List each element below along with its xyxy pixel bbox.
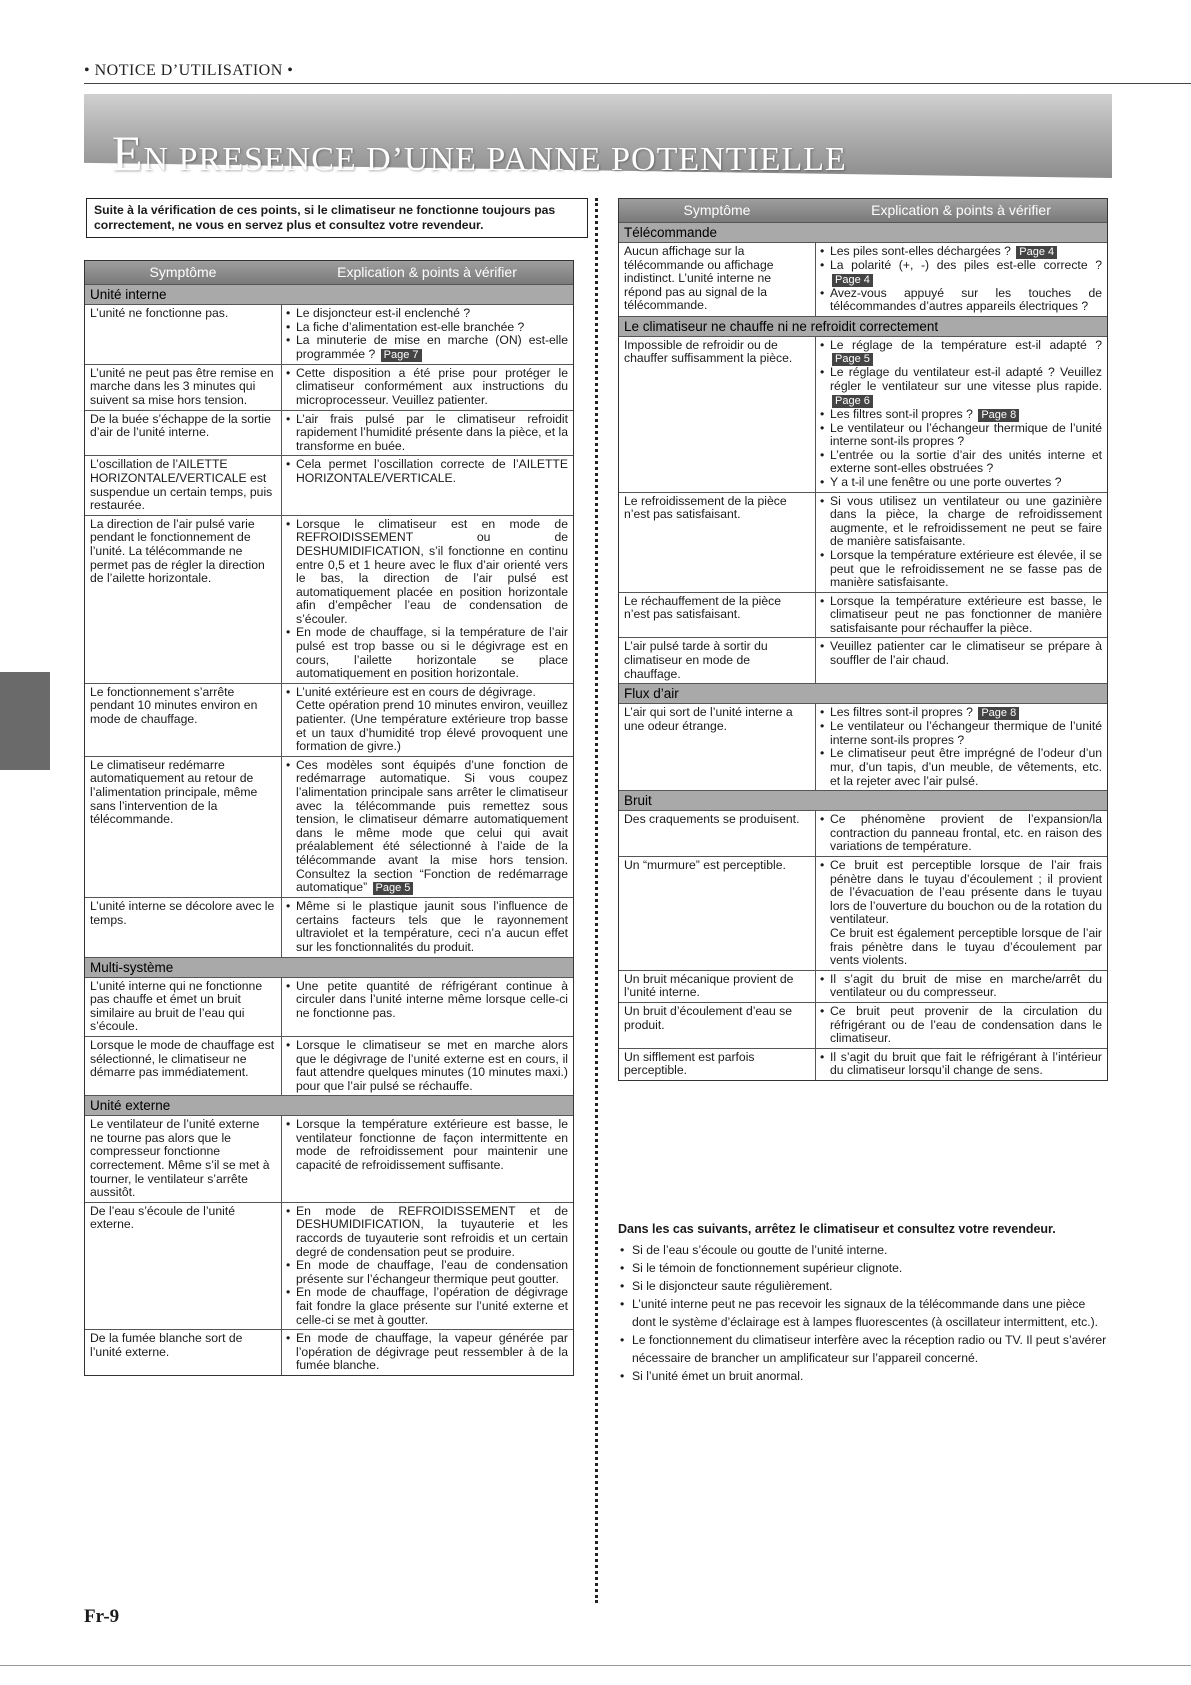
explanation-item (286, 626, 568, 680)
explanation-cell (282, 1116, 573, 1202)
explanation-item (286, 334, 568, 362)
table-row (85, 756, 573, 897)
explanation-cell (816, 638, 1107, 683)
explanation-item (286, 1259, 568, 1286)
explanation-item (286, 699, 568, 753)
explanation-text: Lorsque le climatiseur est en mode de REFROIDISSEMENT ou de DESHUMIDIFICATION, s’il fonctionne en continu entre 0,5 et 1 heure avec le flux d’air orienté vers le bas, la direction de l’air pulsé est automatiquement placée en position horizontale afin d’empêcher l’eau de condensation de s’écouler. (296, 516, 568, 626)
section-side-tab (0, 672, 50, 770)
explanation-item (286, 980, 568, 1021)
explanation-cell (282, 757, 573, 897)
explanation-cell (282, 1037, 573, 1095)
explanation-item (286, 1039, 568, 1093)
explanation-text: Le climatiseur peut être imprégné de l’odeur d’un mur, d’un tapis, d’un meuble, de vêtements, etc. et la rejeter avec l’air pulsé. (830, 746, 1102, 788)
warnings-title: Dans les cas suivants, arrêtez le climatiseur et consultez votre revendeur. (618, 1222, 1056, 1236)
table-row (85, 1202, 573, 1329)
table-row (85, 897, 573, 956)
right-table (618, 198, 1108, 1081)
explanation-item (820, 408, 1102, 422)
explanation-text: En mode de chauffage, si la température de l’air pulsé est trop basse ou si le dégivrage est en cours, l’ailette horizontale se place automatiquement en position horizontale. (296, 625, 568, 681)
table-row (85, 304, 573, 364)
explanation-list (820, 640, 1102, 667)
bottom-rule (0, 1665, 1191, 1666)
symptom-cell: Un bruit mécanique provient de l’unité interne. (619, 971, 816, 1002)
explanation-text: Les piles sont-elles déchargées ? (830, 244, 1011, 258)
table-row (619, 703, 1107, 790)
page-reference-badge: Page 5 (832, 353, 873, 366)
table-row (85, 410, 573, 456)
explanation-item (820, 245, 1102, 259)
explanation-item (820, 720, 1102, 747)
explanation-item (820, 747, 1102, 788)
explanation-list (286, 686, 568, 754)
symptom-cell: La direction de l’air pulsé varie pendant le fonctionnement de l’unité. La télécommande ne permet pas de régler la direction de l’ailette horizontale. (85, 516, 282, 683)
explanation-list (820, 706, 1102, 788)
column-header-symptom: Symptôme (683, 202, 751, 218)
explanation-list (286, 367, 568, 408)
column-header-explanation: Explication & points à vérifier (871, 202, 1051, 218)
explanation-list (286, 1039, 568, 1093)
table-row (85, 364, 573, 410)
explanation-cell (816, 593, 1107, 638)
symptom-cell: De l’eau s’écoule de l’unité externe. (85, 1203, 282, 1329)
symptom-cell: Lorsque le mode de chauffage est sélectionné, le climatiseur ne démarre pas immédiatement. (85, 1037, 282, 1095)
symptom-cell: De la fumée blanche sort de l’unité externe. (85, 1330, 282, 1375)
explanation-list (286, 1118, 568, 1172)
explanation-cell (816, 493, 1107, 592)
section-heading: Télécommande (619, 222, 1107, 242)
explanation-list (286, 458, 568, 485)
explanation-cell (282, 305, 573, 364)
explanation-cell (816, 971, 1107, 1002)
section-heading: Multi-système (85, 957, 573, 977)
intro-box: Suite à la vérification de ces points, si le climatiseur ne fonctionne toujours pas correctement, ne vous en servez plus et consultez votre revendeur. (86, 198, 588, 238)
explanation-item (820, 640, 1102, 667)
symptom-cell: De la buée s’échappe de la sortie d’air de l’unité interne. (85, 411, 282, 456)
explanation-list (820, 495, 1102, 590)
table-row (85, 977, 573, 1036)
table-row (85, 455, 573, 514)
table-header (619, 199, 1107, 222)
explanation-item (820, 706, 1102, 720)
explanation-text: Lorsque la température extérieure est élevée, il se peut que le refroidissement ne se fasse pas de manière satisfaisante. (830, 547, 1102, 590)
explanation-item (820, 973, 1102, 1000)
table-header (85, 261, 573, 284)
explanation-text: Il s’agit du bruit que fait le réfrigérant à l’intérieur du climatiseur lorsqu’il change de sens. (830, 1049, 1102, 1078)
explanation-cell (816, 857, 1107, 970)
explanation-text: Le disjoncteur est-il enclenché ? (296, 306, 471, 320)
symptom-cell: L’unité interne qui ne fonctionne pas chauffe et émet un bruit similaire au bruit de l’eau qui s’écoule. (85, 978, 282, 1036)
explanation-list (820, 859, 1102, 968)
explanation-text: Le ventilateur ou l’échangeur thermique de l’unité interne sont-ils propres ? (830, 420, 1102, 449)
explanation-text: La minuterie de mise en marche (ON) est-elle programmée ? (296, 333, 568, 361)
explanation-text: Ce phénomène provient de l’expansion/la contraction du panneau frontal, etc. en raison des variations de température. (830, 812, 1102, 854)
explanation-text: Même si le plastique jaunit sous l’influence de certains facteurs tels que le rayonnement ultraviolet et la température, ceci n’a aucun effet sur les fonctionnalités du produit. (296, 899, 568, 954)
explanation-cell (282, 1330, 573, 1375)
explanation-list (286, 1205, 568, 1327)
explanation-item (820, 339, 1102, 367)
table-row (619, 592, 1107, 638)
symptom-cell: L’unité interne se décolore avec le temps. (85, 898, 282, 956)
symptom-cell: L’air pulsé tarde à sortir du climatiseur en mode de chauffage. (619, 638, 816, 683)
header-rule (84, 83, 1191, 84)
explanation-cell (282, 411, 573, 456)
explanation-text: Le réglage de la température est-il adapté ? (830, 337, 1102, 352)
explanation-text: Ce bruit est perceptible lorsque de l’air frais pénètre dans le tuyau d’écoulement ; il provient de l’évacuation de l’eau présente dans le tuyau lors de l’ouverture du bouchon ou de la rotation du ventilateur. (830, 858, 1102, 927)
explanation-item (286, 367, 568, 408)
explanation-item (286, 686, 568, 700)
table-row (85, 1115, 573, 1202)
explanation-text: Les filtres sont-il propres ? (830, 705, 973, 720)
explanation-cell (282, 516, 573, 683)
page-reference-badge: Page 6 (832, 395, 873, 408)
table-row (85, 515, 573, 683)
explanation-item (286, 1286, 568, 1327)
explanation-text: Ces modèles sont équipés d’une fonction de redémarrage automatique. Si vous coupez l’alimentation principale sans arrêter le climatiseur avec la télécommande puis remettez sous tension, le climatiseur démarre automatiquement dans le même mode que celui qui avait préalablement été sélectionné à l’aide de la télécommande avant la mise hors tension. Consultez la section “Fonction de redémarrage automatique” (296, 757, 568, 895)
section-heading: Flux d’air (619, 683, 1107, 703)
symptom-cell: L’oscillation de l’AILETTE HORIZONTALE/VERTICALE est suspendue un certain temps, puis restaurée. (85, 456, 282, 514)
explanation-cell (282, 365, 573, 410)
explanation-list (286, 413, 568, 454)
table-row (619, 492, 1107, 592)
symptom-cell: Le fonctionnement s’arrête pendant 10 minutes environ en mode de chauffage. (85, 684, 282, 756)
explanation-item (820, 259, 1102, 287)
table-row (619, 336, 1107, 492)
column-divider (595, 198, 598, 1603)
section-heading: Unité externe (85, 1095, 573, 1115)
explanation-text: Le réglage du ventilateur est-il adapté ? Veuillez régler le ventilateur sur une vitesse plus rapide. (830, 365, 1102, 393)
explanation-item (820, 595, 1102, 636)
explanation-text: Cela permet l’oscillation correcte de l’AILETTE HORIZONTALE/VERTICALE. (296, 457, 568, 485)
symptom-cell: Des craquements se produisent. (619, 811, 816, 856)
explanation-item (286, 321, 568, 335)
warning-item: • L’unité interne peut ne pas recevoir les signaux de la télécommande dans une pièce dont le système d’éclairage est à lampes fluorescentes (à oscillateur intermittent, etc.). (618, 1295, 1110, 1331)
explanation-item (820, 813, 1102, 854)
table-row (619, 970, 1107, 1002)
explanation-list (286, 307, 568, 362)
explanation-cell (282, 898, 573, 956)
explanation-list (286, 980, 568, 1021)
explanation-item (820, 1051, 1102, 1078)
table-row (619, 242, 1107, 316)
explanation-list (820, 595, 1102, 636)
explanation-text: Lorsque le climatiseur se met en marche alors que le dégivrage de l’unité externe est en cours, il faut attendre quelques minutes (10 minutes maxi.) pour que l’air pulsé se réchauffe. (296, 1037, 568, 1093)
table-row (85, 1329, 573, 1375)
page-reference-badge: Page 7 (381, 349, 422, 362)
explanation-text: Si vous utilisez un ventilateur ou une gazinière dans la pièce, la charge de refroidissement augmente, et le refroidissement ne peut se faire de manière satisfaisante. (830, 493, 1102, 549)
explanation-item (286, 1332, 568, 1373)
explanation-text: Ce bruit peut provenir de la circulation du réfrigérant ou de l’eau de condensation dans le climatiseur. (830, 1003, 1102, 1046)
explanation-item (286, 518, 568, 627)
explanation-text: La fiche d’alimentation est-elle branchée ? (296, 319, 525, 334)
section-heading: Bruit (619, 790, 1107, 810)
symptom-cell: Le refroidissement de la pièce n’est pas satisfaisant. (619, 493, 816, 592)
table-row (619, 637, 1107, 683)
symptom-cell: L’unité ne peut pas être remise en marche dans les 3 minutes qui suivent sa mise hors tension. (85, 365, 282, 410)
explanation-text: L’unité extérieure est en cours de dégivrage. (296, 684, 536, 699)
left-table (84, 260, 574, 1376)
explanation-item (820, 927, 1102, 968)
page-reference-badge: Page 4 (832, 274, 873, 287)
explanation-text: En mode de chauffage, la vapeur générée par l’opération de dégivrage peut ressembler à de la fumée blanche. (296, 1331, 568, 1373)
explanation-item (820, 422, 1102, 449)
explanation-list (286, 1332, 568, 1373)
explanation-list (820, 1051, 1102, 1078)
explanation-cell (816, 704, 1107, 790)
explanation-text: Une petite quantité de réfrigérant continue à circuler dans l’unité interne même lorsque celle-ci ne fonctionne pas. (296, 978, 568, 1020)
explanation-item (820, 449, 1102, 476)
explanation-list (820, 1005, 1102, 1046)
explanation-item (820, 366, 1102, 407)
explanation-item (820, 859, 1102, 927)
warning-item: • Si l’unité émet un bruit anormal. (618, 1367, 1110, 1385)
explanation-text: Veuillez patienter car le climatiseur se prépare à souffler de l’air chaud. (830, 639, 1102, 668)
running-header: • NOTICE D’UTILISATION • (84, 62, 294, 79)
explanation-item (286, 1205, 568, 1259)
explanation-item (820, 287, 1102, 314)
explanation-text: Cette opération prend 10 minutes environ, veuillez patienter. (Une température extérieure trop basse et un taux d’humidité trop élevé provoquent une formation de givre.) (296, 698, 568, 754)
title-initial: E (112, 125, 144, 181)
symptom-cell: Un “murmure” est perceptible. (619, 857, 816, 970)
explanation-cell (282, 978, 573, 1036)
explanation-item (286, 458, 568, 485)
explanation-text: Les filtres sont-il propres ? (830, 406, 973, 421)
explanation-text: Il s’agit du bruit de mise en marche/arrêt du ventilateur ou du compresseur. (830, 971, 1102, 1000)
table-row (619, 856, 1107, 970)
warning-item: • Si le disjoncteur saute régulièrement. (618, 1277, 1110, 1295)
explanation-cell (816, 1049, 1107, 1080)
explanation-text: Y a t-il une fenêtre ou une porte ouvertes ? (830, 474, 1062, 489)
warning-item: • Si de l’eau s’écoule ou goutte de l’unité interne. (618, 1241, 1110, 1259)
warnings-list (618, 1241, 1110, 1385)
explanation-cell (282, 456, 573, 514)
explanation-text: En mode de chauffage, l’eau de condensation présente sur l’échangeur thermique peut goutter. (296, 1258, 568, 1286)
explanation-text: Lorsque la température extérieure est basse, le climatiseur peut ne pas fonctionner de manière satisfaisante pour réchauffer la pièce. (830, 593, 1102, 635)
explanation-list (286, 518, 568, 681)
symptom-cell: L’air qui sort de l’unité interne a une odeur étrange. (619, 704, 816, 790)
explanation-item (286, 1118, 568, 1172)
section-heading: Le climatiseur ne chauffe ni ne refroidit correctement (619, 316, 1107, 336)
explanation-text: Le ventilateur ou l’échangeur thermique de l’unité interne sont-ils propres ? (830, 719, 1102, 747)
page-number: Fr-9 (84, 1606, 120, 1627)
section-heading: Unité interne (85, 284, 573, 304)
symptom-cell: Un bruit d’écoulement d’eau se produit. (619, 1003, 816, 1048)
explanation-text: L’entrée ou la sortie d’air des unités interne et externe sont-elles obstruées ? (830, 447, 1102, 476)
explanation-list (820, 973, 1102, 1000)
table-row (619, 1002, 1107, 1048)
symptom-cell: L’unité ne fonctionne pas. (85, 305, 282, 364)
symptom-cell: Le climatiseur redémarre automatiquement au retour de l’alimentation principale, même sans l’intervention de la télécommande. (85, 757, 282, 897)
table-row (619, 1048, 1107, 1080)
symptom-cell: Aucun affichage sur la télécommande ou affichage indistinct. L’unité interne ne répond pas au signal de la télécommande. (619, 243, 816, 316)
page-reference-badge: Page 4 (1016, 246, 1057, 259)
explanation-item (286, 759, 568, 895)
explanation-text: L’air frais pulsé par le climatiseur refroidit rapidement l’humidité présente dans la pièce, et la transforme en buée. (296, 411, 568, 453)
explanation-item (286, 413, 568, 454)
column-header-symptom: Symptôme (149, 264, 217, 280)
explanation-cell (816, 337, 1107, 492)
page-reference-badge: Page 5 (373, 882, 414, 895)
explanation-item (286, 900, 568, 954)
page-title (112, 124, 847, 182)
column-header-explanation: Explication & points à vérifier (337, 264, 517, 280)
explanation-text: Avez-vous appuyé sur les touches de télécommandes d’autres appareils électriques ? (830, 285, 1102, 314)
explanation-cell (282, 684, 573, 756)
table-row (619, 810, 1107, 856)
explanation-item (820, 549, 1102, 590)
explanation-list (286, 759, 568, 895)
explanation-text: Cette disposition a été prise pour protéger le climatiseur conformément aux instructions du microprocesseur. Veuillez patienter. (296, 365, 568, 407)
warning-item: • Le fonctionnement du climatiseur interfère avec la réception radio ou TV. Il peut s’avérer nécessaire de brancher un amplificateur sur l’appareil concerné. (618, 1331, 1110, 1367)
explanation-item (286, 307, 568, 321)
warning-item: • Si le témoin de fonctionnement supérieur clignote. (618, 1259, 1110, 1277)
explanation-cell (816, 1003, 1107, 1048)
table-row (85, 683, 573, 756)
explanation-text: En mode de chauffage, l’opération de dégivrage fait fondre la glace présente sur l’unité externe et celle-ci se met à goutter. (296, 1285, 568, 1327)
explanation-cell (282, 1203, 573, 1329)
table-row (85, 1036, 573, 1095)
explanation-list (820, 339, 1102, 490)
explanation-item (820, 476, 1102, 490)
explanation-list (286, 900, 568, 954)
page-reference-badge: Page 8 (978, 707, 1019, 720)
symptom-cell: Le réchauffement de la pièce n’est pas satisfaisant. (619, 593, 816, 638)
explanation-item (820, 1005, 1102, 1046)
explanation-text: La polarité (+, -) des piles est-elle correcte ? (830, 258, 1102, 272)
explanation-list (820, 813, 1102, 854)
symptom-cell: Un sifflement est parfois perceptible. (619, 1049, 816, 1080)
explanation-list (820, 245, 1102, 314)
explanation-cell (816, 243, 1107, 316)
page-reference-badge: Page 8 (978, 409, 1019, 422)
explanation-cell (816, 811, 1107, 856)
symptom-cell: Le ventilateur de l’unité externe ne tourne pas alors que le compresseur fonctionne correctement. Même s’il se met à tourner, le ventilateur s’arrête aussitôt. (85, 1116, 282, 1202)
explanation-text: Lorsque la température extérieure est basse, le ventilateur fonctionne de façon intermittente en mode de refroidissement pour maintenir une capacité de refroidissement suffisante. (296, 1117, 568, 1173)
explanation-item (820, 495, 1102, 549)
symptom-cell: Impossible de refroidir ou de chauffer suffisamment la pièce. (619, 337, 816, 492)
title-rest: N PRESENCE D’UNE PANNE POTENTIELLE (143, 141, 847, 178)
explanation-text: En mode de REFROIDISSEMENT et de DESHUMIDIFICATION, la tuyauterie et les raccords de tuyauterie sont refroidis et un certain degré de condensation peut se produire. (296, 1203, 568, 1259)
explanation-text: Ce bruit est également perceptible lorsque de l’air frais pénètre dans le tuyau d’écoulement par vents violents. (830, 925, 1102, 968)
